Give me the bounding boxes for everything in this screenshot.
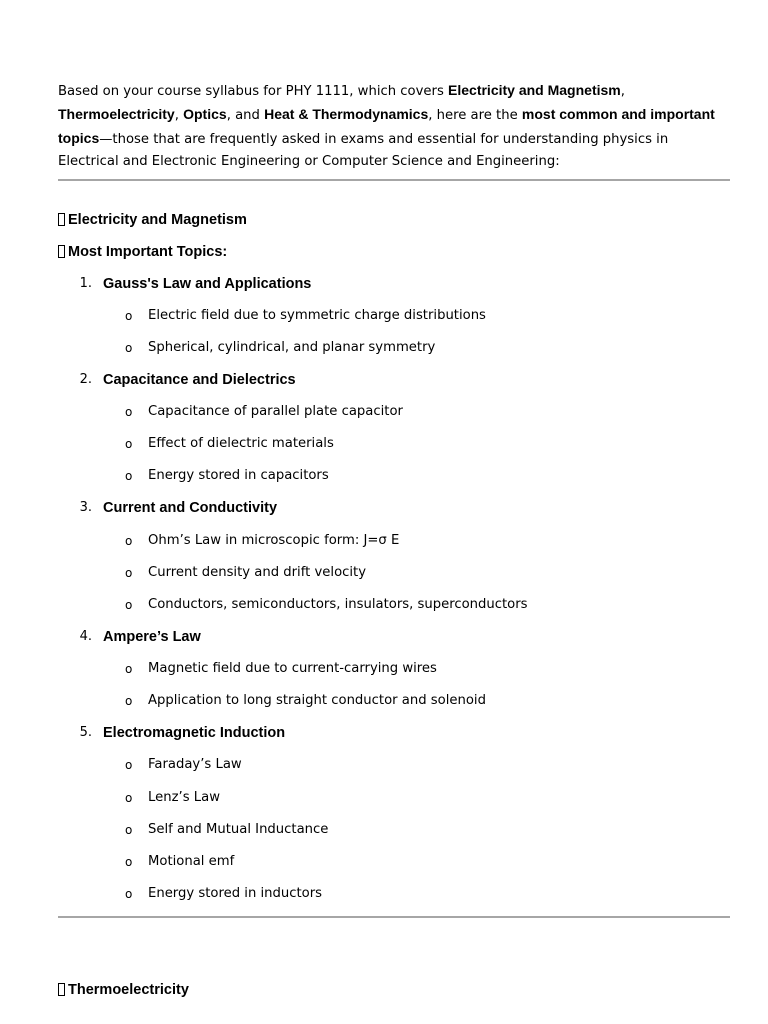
section-heading-thermo: [58, 980, 189, 1000]
bullet-item: [125, 563, 725, 583]
bullet-item: [125, 820, 725, 840]
topic-number: 1.: [79, 276, 92, 291]
bullet-item: [125, 338, 725, 358]
bullet-marker: o: [125, 791, 133, 805]
bullet-text: Capacitance of parallel plate capacitor: [148, 404, 403, 419]
intro-bold-optics: Optics: [183, 106, 227, 122]
intro-text: , here are the: [428, 108, 522, 123]
bullet-item: [125, 466, 725, 486]
bullet-text: Faraday’s Law: [148, 757, 242, 772]
bullet-marker: o: [125, 469, 133, 483]
intro-text: ,: [174, 108, 184, 123]
bullet-marker: o: [125, 855, 133, 869]
missing-emoji-icon: [58, 213, 65, 226]
bullet-marker: o: [125, 823, 133, 837]
bullet-item: [125, 884, 725, 904]
intro-bold-thermo: Thermoelectricity: [58, 106, 175, 122]
topic-item: [78, 498, 718, 518]
intro-text: —those that are frequently asked in exams and essential for understanding physics in Electrical and Electronic Engineering or Computer Science and Engineering:: [58, 132, 669, 169]
bullet-text: Spherical, cylindrical, and planar symmetry: [148, 340, 436, 355]
topic-title: Electromagnetic Induction: [103, 725, 286, 741]
bullet-text: Effect of dielectric materials: [148, 436, 334, 451]
bullet-marker: o: [125, 694, 133, 708]
topic-title: Ampere’s Law: [103, 629, 201, 645]
bullet-marker: o: [125, 405, 133, 419]
bullet-item: [125, 691, 725, 711]
horizontal-rule: [58, 179, 730, 181]
horizontal-rule: [58, 916, 730, 918]
topic-number: 4.: [79, 629, 92, 644]
bullet-text: Application to long straight conductor and solenoid: [148, 693, 486, 708]
intro-text: ,: [620, 84, 625, 99]
topic-item: [78, 723, 718, 743]
bullet-text: Energy stored in inductors: [148, 886, 323, 901]
bullet-marker: o: [125, 887, 133, 901]
topic-item: [78, 627, 718, 647]
topic-title: Gauss's Law and Applications: [103, 276, 312, 292]
topic-number: 2.: [79, 372, 92, 387]
bullet-marker: o: [125, 662, 133, 676]
bullet-text: Conductors, semiconductors, insulators, superconductors: [148, 597, 528, 612]
bullet-item: [125, 402, 725, 422]
missing-emoji-icon: [58, 983, 65, 996]
missing-emoji-icon: [58, 245, 65, 258]
subsection-heading: [58, 242, 227, 262]
bullet-text: Current density and drift velocity: [148, 565, 367, 580]
section-title: Thermoelectricity: [68, 982, 189, 998]
intro-text: Based on your course syllabus for PHY 1111, which covers: [58, 84, 449, 99]
subsection-title: Most Important Topics:: [68, 244, 228, 260]
topic-number: 5.: [79, 725, 92, 740]
topic-item: [78, 370, 718, 390]
intro-bold-heat: Heat & Thermodynamics: [264, 106, 429, 122]
topic-item: [78, 274, 718, 294]
bullet-text: Energy stored in capacitors: [148, 468, 329, 483]
bullet-item: [125, 531, 725, 551]
bullet-marker: o: [125, 534, 133, 548]
intro-bold-topics: most common and important topics: [58, 106, 715, 146]
bullet-text: Magnetic field due to current-carrying wires: [148, 661, 437, 676]
topic-number: 3.: [79, 500, 92, 515]
topic-title: Current and Conductivity: [103, 500, 278, 516]
section-heading-em: [58, 210, 247, 230]
bullet-marker: o: [125, 309, 133, 323]
bullet-item: [125, 755, 725, 775]
bullet-item: [125, 852, 725, 872]
bullet-marker: o: [125, 758, 133, 772]
bullet-item: [125, 788, 725, 808]
bullet-item: [125, 659, 725, 679]
bullet-marker: o: [125, 341, 133, 355]
bullet-text: Self and Mutual Inductance: [148, 822, 329, 837]
section-title: Electricity and Magnetism: [68, 212, 247, 228]
bullet-text: Lenz’s Law: [148, 790, 220, 805]
bullet-text: Motional emf: [148, 854, 235, 869]
intro-paragraph: [58, 79, 730, 173]
bullet-item: [125, 595, 725, 615]
intro-text: , and: [226, 108, 265, 123]
intro-bold-em: Electricity and Magnetism: [448, 82, 621, 98]
bullet-text: Electric field due to symmetric charge distributions: [148, 308, 486, 323]
bullet-item: [125, 306, 725, 326]
bullet-marker: o: [125, 437, 133, 451]
bullet-item: [125, 434, 725, 454]
bullet-text: Ohm’s Law in microscopic form: J=σ E: [148, 533, 400, 548]
bullet-marker: o: [125, 566, 133, 580]
topic-title: Capacitance and Dielectrics: [103, 372, 296, 388]
bullet-marker: o: [125, 598, 133, 612]
